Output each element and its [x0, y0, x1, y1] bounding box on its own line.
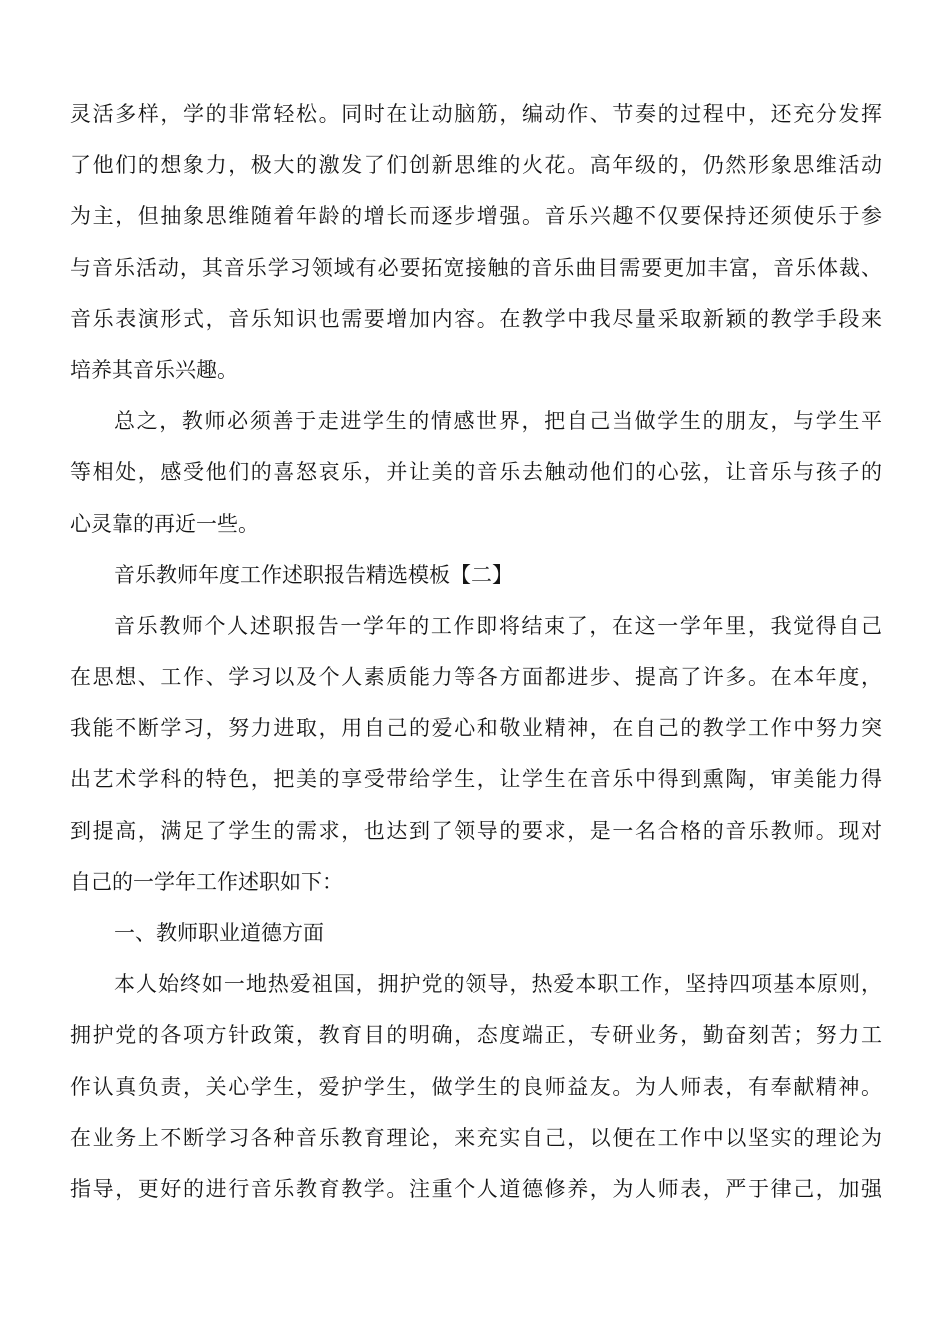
- text-line: 心灵靠的再近一些。: [70, 511, 259, 536]
- text-line: 出艺术学科的特色，把美的享受带给学生，让学生在音乐中得到熏陶，审美能力得: [70, 767, 882, 792]
- text-line: 指导，更好的进行音乐教育教学。注重个人道德修养，为人师表，严于律己，加强: [70, 1176, 882, 1201]
- text-line: 本人始终如一地热爱祖国，拥护党的领导，热爱本职工作，坚持四项基本原则，: [114, 972, 882, 997]
- text-line: 与音乐活动，其音乐学习领域有必要拓宽接触的音乐曲目需要更加丰富，音乐体裁、: [70, 255, 882, 280]
- text-line: 到提高，满足了学生的需求，也达到了领导的要求，是一名合格的音乐教师。现对: [70, 818, 882, 843]
- text-line: 灵活多样，学的非常轻松。同时在让动脑筋，编动作、节奏的过程中，还充分发挥: [70, 102, 882, 126]
- body-text: [70, 89, 882, 1215]
- text-line: 音乐表演形式，音乐知识也需要增加内容。在教学中我尽量采取新颖的教学手段来: [70, 306, 882, 331]
- text-line: 总之，教师必须善于走进学生的情感世界，把自己当做学生的朋友，与学生平: [114, 409, 882, 434]
- text-line: 培养其音乐兴趣。: [70, 357, 238, 382]
- text-line: 拥护党的各项方针政策，教育目的明确，态度端正，专研业务，勤奋刻苦；努力工: [70, 1023, 882, 1048]
- text-line: 为主，但抽象思维随着年龄的增长而逐步增强。音乐兴趣不仅要保持还须使乐于参: [70, 204, 882, 229]
- text-line: 在业务上不断学习各种音乐教育理论，来充实自己，以便在工作中以坚实的理论为: [70, 1125, 882, 1150]
- text-line: 一、教师职业道德方面: [114, 921, 324, 945]
- text-line: 了他们的想象力，极大的激发了们创新思维的火花。高年级的，仍然形象思维活动: [70, 153, 882, 178]
- text-line: 音乐教师年度工作述职报告精选模板【二】: [114, 562, 513, 587]
- text-line: 在思想、工作、学习以及个人素质能力等各方面都进步、提高了许多。在本年度，: [70, 665, 882, 690]
- text-line: 作认真负责，关心学生，爱护学生，做学生的良师益友。为人师表，有奉献精神。: [70, 1074, 882, 1099]
- text-line: 我能不断学习，努力进取，用自己的爱心和敬业精神，在自己的教学工作中努力突: [70, 716, 882, 741]
- text-line: 音乐教师个人述职报告一学年的工作即将结束了，在这一学年里，我觉得自己: [114, 613, 882, 638]
- text-line: 自己的一学年工作述职如下：: [70, 869, 343, 894]
- text-line: 等相处，感受他们的喜怒哀乐，并让美的音乐去触动他们的心弦，让音乐与孩子的: [70, 460, 882, 485]
